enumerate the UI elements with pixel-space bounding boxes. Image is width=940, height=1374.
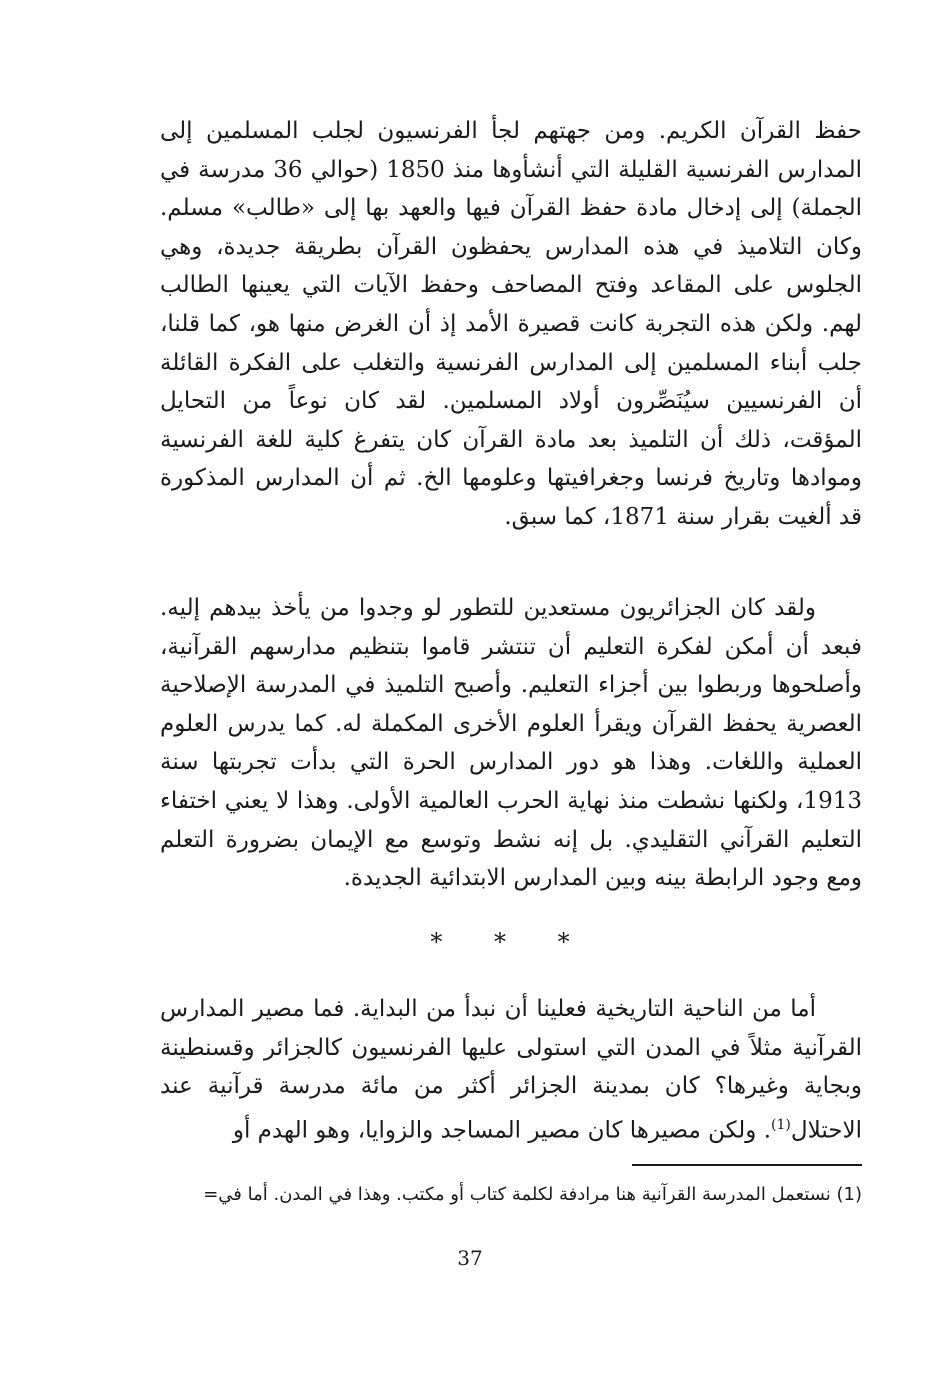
footnote-divider: [632, 1164, 862, 1166]
paragraph-1: [160, 112, 862, 537]
footnote-reference: (1): [771, 1116, 791, 1133]
paragraph-3-text-start: أما من الناحية التاريخية فعلينا أن نبدأ من البداية. فما مصير المدارس القرآنية مثلاً في المدن التي استولى عليها الفرنسيون كالجزائر وقسنطينة وبجاية وغيرها؟ كان بمدينة الجزائر أكثر من مائة مدرسة قرآنية عند الاحتلال: [160, 996, 862, 1144]
footnote: (1) نستعمل المدرسة القرآنية هنا مرادفة لكلمة كتاب أو مكتب. وهذا في المدن. أما في=: [203, 1184, 862, 1205]
paragraph-2: [160, 589, 862, 898]
paragraph-2-text: ولقد كان الجزائريون مستعدين للتطور لو وجدوا من يأخذ بيدهم إليه. فبعد أن أمكن لفكرة التعليم أن تنتشر قاموا بتنظيم مدارسهم القرآنية، وأصلحوها وربطوا بين أجزاء التعليم. وأصبح التلميذ في المدرسة الإصلاحية العصرية يحفظ القرآن ويقرأ العلوم الأخرى المكملة له. كما يدرس العلوم العملية واللغات. وهذا هو دور المدارس الحرة التي بدأت تجربتها سنة 1913، ولكنها نشطت منذ نهاية الحرب العالمية الأولى. وهذا لا يعني اختفاء التعليم القرآني التقليدي. بل إنه نشط وتوسع مع الإيمان بضرورة التعلم ومع وجود الرابطة بينه وبين المدارس الابتدائية الجديدة.: [160, 595, 862, 892]
paragraph-3-text-end: . ولكن مصيرها كان مصير المساجد والزوايا، وهو الهدم أو: [232, 1117, 772, 1144]
section-separator: * * *: [430, 928, 592, 956]
paragraph-1-text: حفظ القرآن الكريم. ومن جهتهم لجأ الفرنسيون لجلب المسلمين إلى المدارس الفرنسية القليلة التي أنشأوها منذ 1850 (حوالي 36 مدرسة في الجملة) إلى إدخال مادة حفظ القرآن فيها والعهد بها إلى «طالب» مسلم. وكان التلاميذ في هذه المدارس يحفظون القرآن بطريقة جديدة، وهي الجلوس على المقاعد وفتح المصاحف وحفظ الآيات التي يعينها الطالب لهم. ولكن هذه التجربة كانت قصيرة الأمد إذ أن الغرض منها هو، كما قلنا، جلب أبناء المسلمين إلى المدارس الفرنسية والتغلب على الفكرة القائلة أن الفرنسيين سيُنَصِّرون أولاد المسلمين. لقد كان نوعاً من التحايل المؤقت، ذلك أن التلميذ بعد مادة القرآن كان يتفرغ كلية للغة الفرنسية وموادها وتاريخ فرنسا وجغرافيتها وعلومها الخ. ثم أن المدارس المذكورة قد ألغيت بقرار سنة 1871، كما سبق.: [160, 118, 862, 530]
paragraph-3: [160, 990, 862, 1150]
paragraph-3-text: [160, 990, 862, 1150]
page-number: 37: [457, 1246, 483, 1270]
